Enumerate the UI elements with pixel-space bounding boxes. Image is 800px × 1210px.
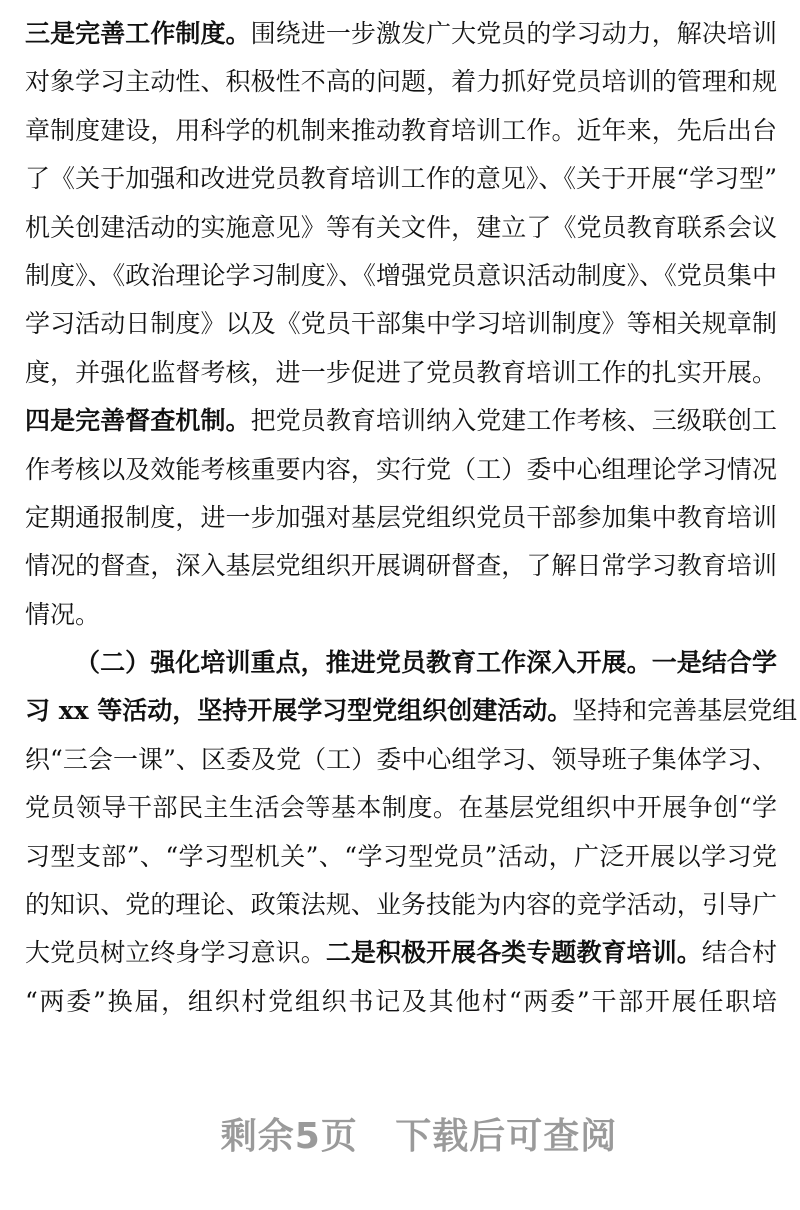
text-line: [25, 349, 777, 397]
body-text: 坚持和完善基层党组: [572, 696, 798, 726]
download-to-view-label: 下载后可查阅: [395, 1116, 618, 1157]
text-line: [25, 397, 777, 445]
bold-heading-text: 三是完善工作制度。: [25, 19, 251, 48]
body-text: 制度》、《政治理论学习制度》、《增强党员意识活动制度》、《党员集中: [25, 260, 777, 290]
text-line: [25, 687, 798, 735]
text-line: [25, 784, 777, 832]
body-text: 度，并强化监督考核，进一步促进了党员教育培训工作的扎实开展。: [25, 357, 777, 387]
body-text: 大党员树立终身学习意识。: [25, 938, 326, 968]
text-line: [25, 155, 777, 203]
text-line: [25, 446, 777, 494]
body-text: 把党员教育培训纳入党建工作考核、三级联创工: [250, 406, 777, 436]
bold-heading-text: 二是积极开展各类专题教育培训。: [325, 938, 702, 968]
text-line: [25, 107, 777, 155]
bold-heading-text: （二）强化培训重点，推进党员教育工作深入开展。一是结合学: [75, 648, 777, 678]
text-line: [25, 591, 777, 639]
bold-heading-text: 习 xx 等活动，坚持开展学习型党组织创建活动。: [25, 696, 573, 726]
body-text: 机关创建活动的实施意见》等有关文件，建立了《党员教育联系会议: [25, 212, 777, 242]
body-text: 章制度建设，用科学的机制来推动教育培训工作。近年来，先后出台: [25, 115, 777, 145]
bold-heading-text: 四是完善督查机制。: [25, 406, 251, 436]
download-prompt[interactable]: [0, 1108, 800, 1159]
body-text: “两委”换届，组织村党组织书记及其他村“两委”干部开展任职培: [25, 986, 777, 1016]
text-line: [25, 542, 777, 590]
text-line: [25, 639, 777, 687]
body-text: 围绕进一步激发广大党员的学习动力，解决培训: [250, 19, 777, 48]
text-line: [25, 252, 777, 300]
body-text: 了《关于加强和改进党员教育培训工作的意见》、《关于开展“学习型”: [25, 164, 777, 194]
remaining-pages-label: 剩余5页: [220, 1116, 358, 1157]
text-line: [25, 494, 777, 542]
body-text: 对象学习主动性、积极性不高的问题，着力抓好党员培训的管理和规: [25, 67, 777, 97]
text-line: [25, 881, 777, 929]
text-line: [25, 833, 777, 881]
body-text: 情况的督查，深入基层党组织开展调研督查，了解日常学习教育培训: [25, 551, 777, 581]
body-text: 党员领导干部民主生活会等基本制度。在基层党组织中开展争创“学: [25, 793, 777, 823]
body-text: 情况。: [25, 599, 101, 629]
text-line: [25, 978, 777, 1026]
body-text: 学习活动日制度》以及《党员干部集中学习培训制度》等相关规章制: [25, 309, 777, 339]
text-line: [25, 929, 777, 977]
text-line: [25, 300, 777, 348]
body-text: 织“三会一课”、区委及党（工）委中心组学习、领导班子集体学习、: [25, 744, 777, 774]
text-line: [25, 204, 777, 252]
text-line: [25, 58, 777, 106]
body-text: 定期通报制度，进一步加强对基层党组织党员干部参加集中教育培训: [25, 502, 777, 532]
body-text: 习型支部”、“学习型机关”、“学习型党员”活动，广泛开展以学习党: [25, 841, 777, 871]
body-text: 作考核以及效能考核重要内容，实行党（工）委中心组理论学习情况: [25, 454, 777, 484]
text-line: [25, 10, 777, 58]
text-line: [25, 736, 777, 784]
body-text: 结合村: [701, 938, 777, 968]
document-body: [25, 10, 798, 1026]
body-text: 的知识、党的理论、政策法规、业务技能为内容的竞学活动，引导广: [25, 890, 777, 920]
